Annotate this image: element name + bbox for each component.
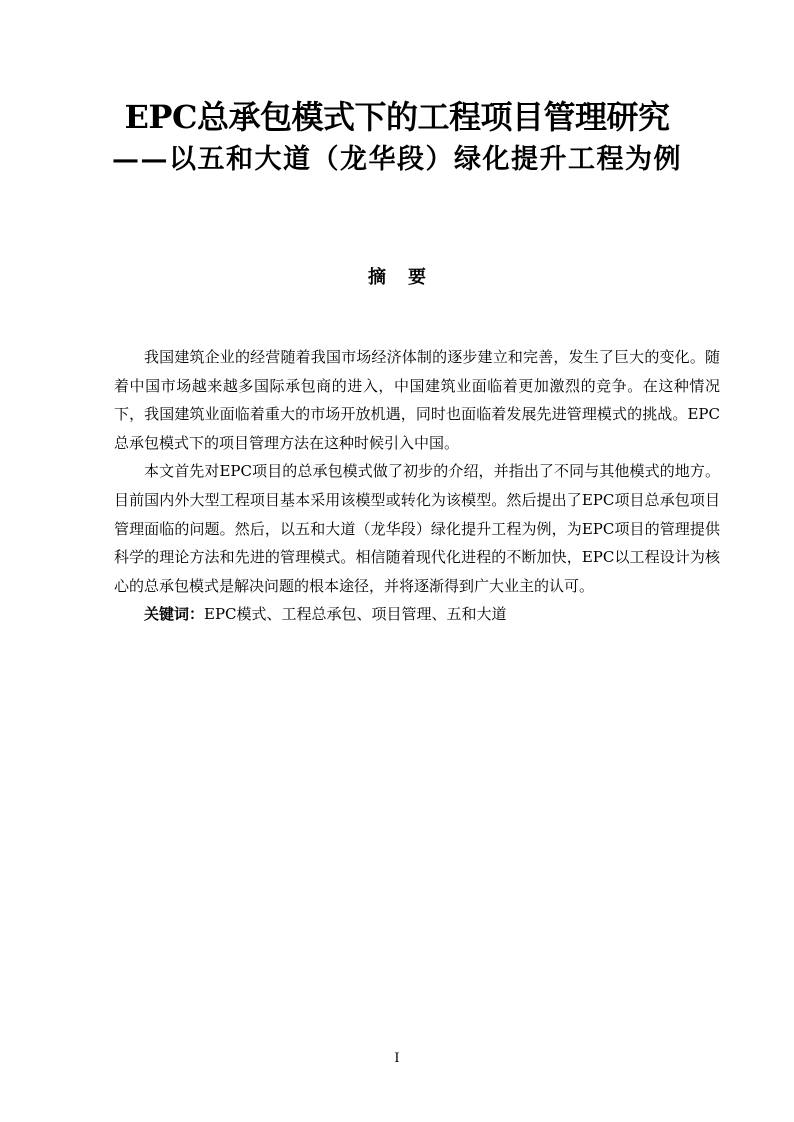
abstract-heading: 摘要 [368,267,448,288]
keywords-line [114,600,720,629]
abstract-body [114,343,720,629]
abstract-paragraph-2: 本文首先对EPC项目的总承包模式做了初步的介绍，并指出了不同与其他模式的地方。目前国内外大型工程项目基本采用该模型或转化为该模型。然后提出了EPC项目总承包项目管理面临的问题。然后，以五和大道（龙华段）绿化提升工程为例，为EPC项目的管理提供科学的理论方法和先进的管理模式。相信随着现代化进程的不断加快，EPC以工程设计为核心的总承包模式是解决问题的根本途径，并将逐渐得到广大业主的认可。 [114,462,720,595]
abstract-paragraph-1: 我国建筑企业的经营随着我国市场经济体制的逐步建立和完善，发生了巨大的变化。随着中国市场越来越多国际承包商的进入，中国建筑业面临着更加激烈的竞争。在这种情况下，我国建筑业面临着重大的市场开放机遇，同时也面临着发展先进管理模式的挑战。EPC总承包模式下的项目管理方法在这种时候引入中国。 [114,348,720,452]
keywords-label: 关键词： [144,605,205,624]
document-title: EPC总承包模式下的工程项目管理研究 [124,98,670,136]
document-subtitle: ——以五和大道（龙华段）绿化提升工程为例 [112,144,682,175]
keywords-text: EPC模式、工程总承包、项目管理、五和大道 [204,605,507,624]
page-number: I [394,1051,400,1066]
